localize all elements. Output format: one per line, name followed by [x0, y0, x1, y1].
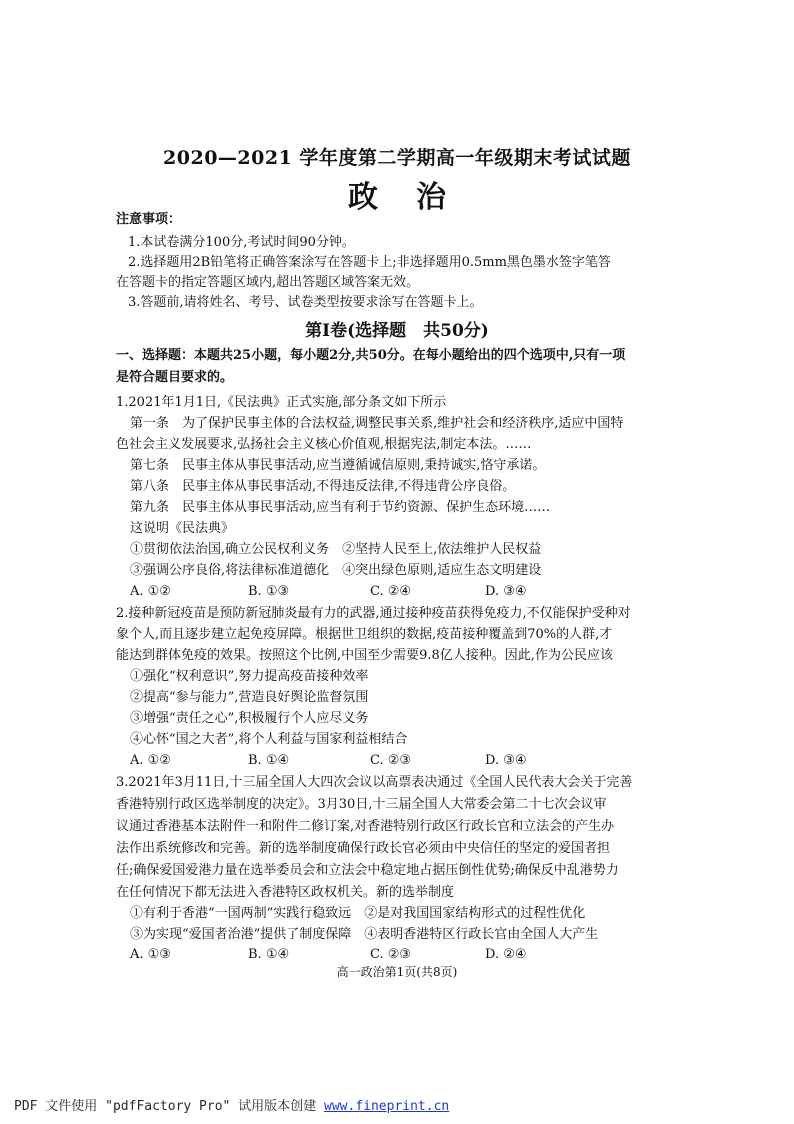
question-3-text: 议通过香港基本法附件一和附件二修订案,对香港特别行政区行政长官和立法会的产生办	[116, 819, 615, 834]
notes-line: 1.本试卷满分100分,考试时间90分钟。	[128, 235, 355, 250]
notes-line: 在答题卡的指定答题区域内,超出答题区域答案无效。	[116, 275, 420, 290]
watermark-text: PDF 文件使用 "pdfFactory Pro" 试用版本创建	[14, 1099, 325, 1114]
option-d[interactable]: D. ③④	[485, 584, 527, 599]
question-3-text: 在任何情况下都无法进入香港特区政权机关。新的选举制度	[116, 885, 455, 900]
question-1-text: 色社会主义发展要求,弘扬社会主义核心价值观,根据宪法,制定本法。……	[116, 437, 532, 452]
option-d[interactable]: D. ③④	[485, 753, 527, 768]
watermark-link[interactable]: www.fineprint.cn	[324, 1099, 450, 1114]
question-1-stem: 1.2021年1月1日,《民法典》正式实施,部分条文如下所示	[116, 395, 447, 410]
option-b[interactable]: B. ①④	[248, 753, 290, 768]
section-title: 第Ⅰ卷(选择题 共50分)	[305, 321, 489, 341]
question-1-text: 这说明《民法典》	[130, 521, 235, 536]
pdf-watermark	[14, 1095, 449, 1114]
question-1-text: 第九条 民事主体从事民事活动,应当有利于节约资源、保护生态环境……	[130, 500, 551, 515]
question-2-text: 象个人,而且逐步建立起免疫屏障。根据世卫组织的数据,疫苗接种覆盖到70%的人群,才	[116, 627, 613, 642]
section-intro: 一、选择题：本题共25小题，每小题2分,共50分。在每小题给出的四个选项中,只有一项	[116, 348, 626, 363]
question-1-statement: ①贯彻依法治国,确立公民权利义务 ②坚持人民至上,依法维护人民权益	[130, 542, 542, 557]
question-3-stem: 3.2021年3月11日,十三届全国人大四次会议以高票表决通过《全国人民代表大会关于完善	[116, 775, 633, 790]
question-2-text: 能达到群体免疫的效果。按照这个比例,中国至少需要9.8亿人接种。因此,作为公民应该	[116, 648, 613, 663]
question-1-text: 第七条 民事主体从事民事活动,应当遵循诚信原则,秉持诚实,恪守承诺。	[130, 458, 546, 473]
option-c[interactable]: C. ②③	[370, 753, 412, 768]
question-2-statement: ①强化“权利意识”,努力提高疫苗接种效率	[130, 669, 369, 684]
option-a[interactable]: A. ①②	[130, 753, 171, 768]
question-3-text: 香港特别行政区选举制度的决定》。3月30日,十三届全国人大常委会第二十七次会议审	[116, 797, 607, 812]
page-footer: 高一政治第1页(共8页)	[336, 965, 458, 979]
option-a[interactable]: A. ①②	[130, 584, 171, 599]
question-1-statement: ③强调公序良俗,将法律标准道德化 ④突出绿色原则,适应生态文明建设	[130, 563, 542, 578]
notes-heading: 注意事项：	[116, 212, 182, 227]
question-3-statement: ③为实现“爱国者治港”提供了制度保障 ④表明香港特区行政长官由全国人大产生	[130, 927, 599, 942]
question-2-statement: ②提高“参与能力”,营造良好舆论监督氛围	[130, 690, 369, 705]
option-c[interactable]: C. ②③	[370, 947, 412, 962]
notes-line: 2.选择题用2B铅笔将正确答案涂写在答题卡上;非选择题用0.5mm黑色墨水签字笔答	[128, 255, 611, 270]
question-2-statement: ④心怀“国之大者”,将个人利益与国家利益相结合	[130, 732, 408, 747]
option-b[interactable]: B. ①④	[248, 947, 290, 962]
option-b[interactable]: B. ①③	[248, 584, 290, 599]
question-1-text: 第一条 为了保护民事主体的合法权益,调整民事关系,维护社会和经济秩序,适应中国特	[130, 416, 624, 431]
subject-title: 政治	[348, 180, 484, 215]
question-2-statement: ③增强“责任之心”,积极履行个人应尽义务	[130, 711, 369, 726]
question-3-text: 法作出系统修改和完善。新的选举制度确保行政长官必须由中央信任的坚定的爱国者担	[116, 841, 611, 856]
question-3-text: 任;确保爱国爱港力量在选举委员会和立法会中稳定地占据压倒性优势;确保反中乱港势力	[116, 863, 619, 878]
section-intro: 是符合题目要求的。	[116, 370, 234, 385]
question-3-statement: ①有利于香港“一国两制”实践行稳致远 ②是对我国国家结构形式的过程性优化	[130, 906, 586, 921]
question-2-stem: 2.接种新冠疫苗是预防新冠肺炎最有力的武器,通过接种疫苗获得免疫力,不仅能保护受种对	[116, 606, 631, 621]
question-1-text: 第八条 民事主体从事民事活动,不得违反法律,不得违背公序良俗。	[130, 479, 516, 494]
notes-line: 3.答题前,请将姓名、考号、试卷类型按要求涂写在答题卡上。	[128, 295, 483, 310]
option-d[interactable]: D. ②④	[485, 947, 527, 962]
exam-title: 2020—2021 学年度第二学期高一年级期末考试试题	[163, 147, 631, 169]
option-a[interactable]: A. ①③	[130, 947, 171, 962]
option-c[interactable]: C. ②④	[370, 584, 412, 599]
